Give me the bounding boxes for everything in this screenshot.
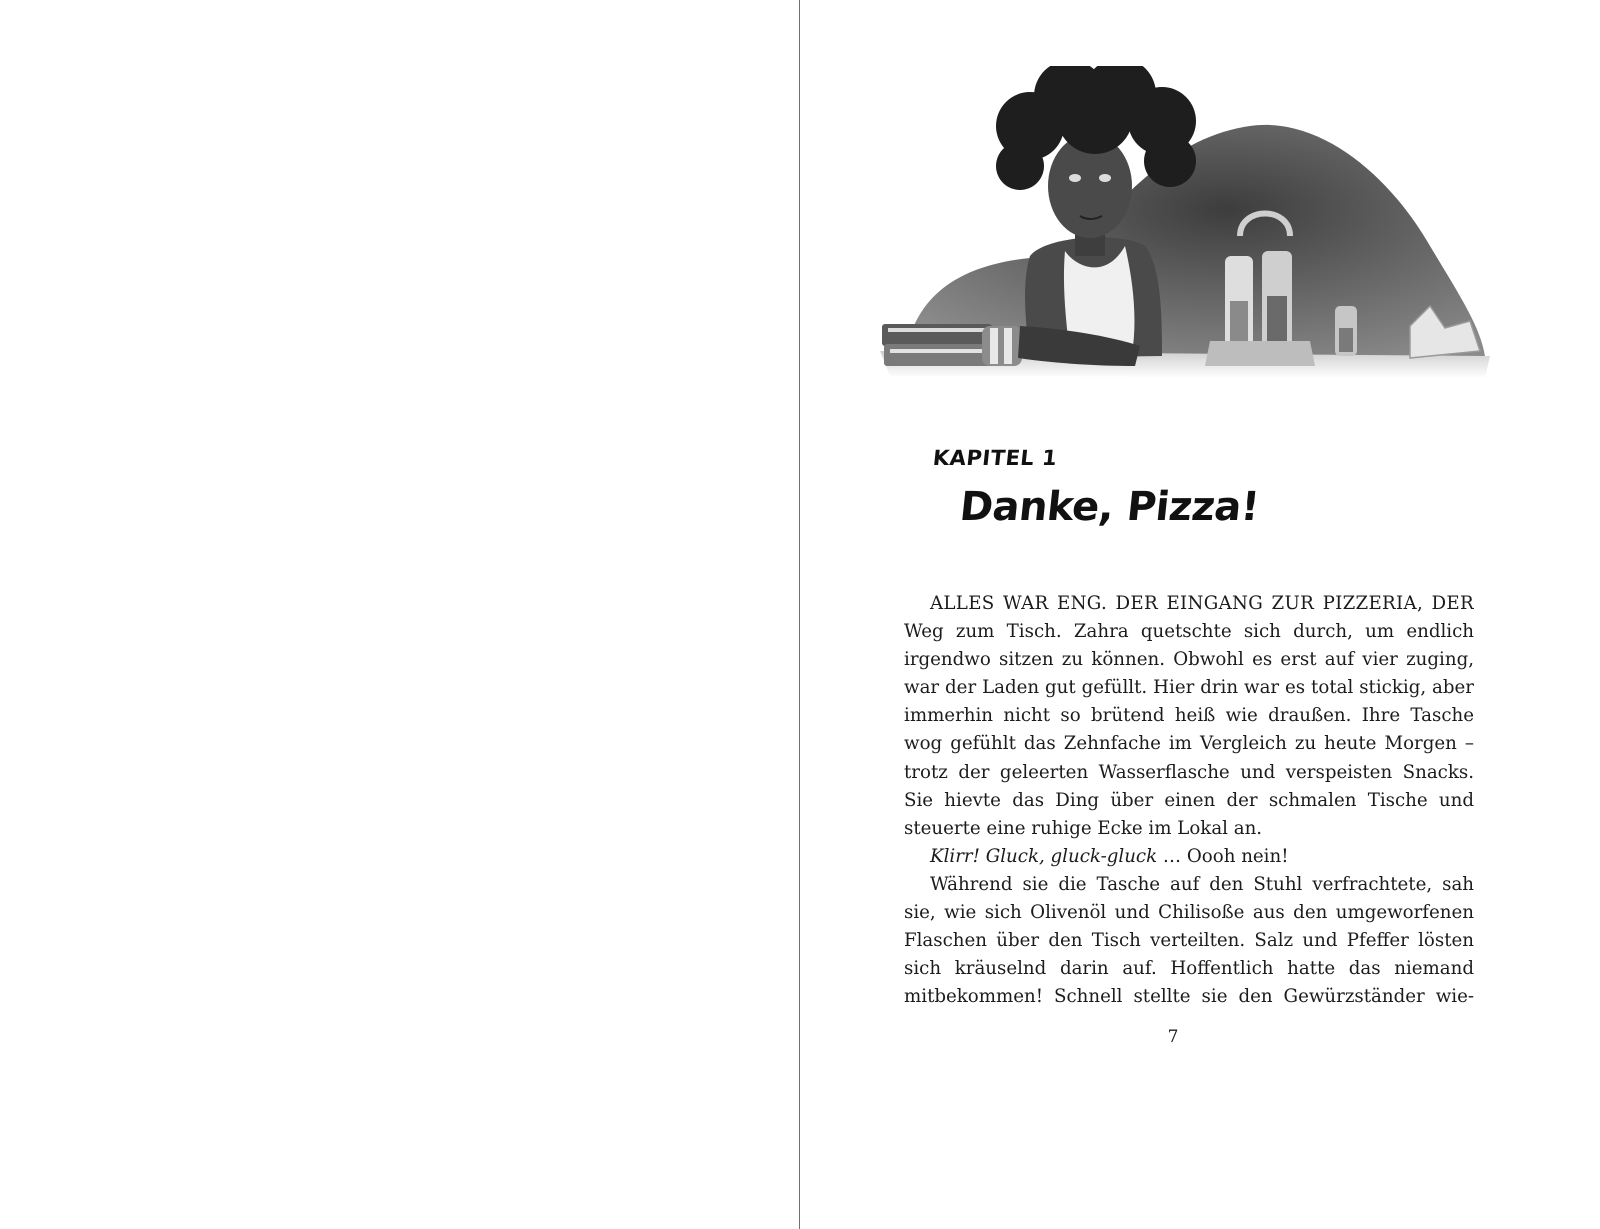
text-line: Sie hievte das Ding über einen der schmalen Tische und	[904, 789, 1474, 811]
interjection-line	[904, 843, 1474, 871]
girl-at-pizzeria-table-illustration	[870, 66, 1500, 406]
text-line: sich kräuselnd darin auf. Hoffentlich hatte das niemand	[904, 958, 1474, 980]
text-line: ALLES WAR ENG. DER EINGANG ZUR PIZZERIA, DER	[930, 593, 1474, 614]
page-number: 7	[1167, 1027, 1179, 1047]
right-page	[800, 0, 1600, 1229]
text-line: trotz der geleerten Wasserflasche und verspeisten Snacks.	[904, 761, 1474, 783]
text-line: steuerte eine ruhige Ecke im Lokal an.	[904, 817, 1263, 839]
text-line: immerhin nicht so brütend heiß wie draußen. Ihre Tasche	[904, 705, 1474, 727]
text-line: sie, wie sich Olivenöl und Chilisoße aus den umgeworfenen	[904, 902, 1474, 924]
interjection-rest: … Oooh nein!	[1162, 845, 1289, 867]
chapter-label: KAPITEL 1	[931, 446, 1059, 470]
text-line: irgendwo sitzen zu können. Obwohl es erst auf vier zuging,	[904, 649, 1474, 671]
text-line: mitbekommen! Schnell stellte sie den Gewürzständer wie-	[904, 986, 1474, 1008]
chapter-title: Danke, Pizza!	[957, 484, 1262, 530]
text-line: Während sie die Tasche auf den Stuhl verfrachtete, sah	[930, 873, 1474, 895]
chapter-body-text	[904, 590, 1474, 1011]
text-line: war der Laden gut gefüllt. Hier drin war es total stickig, aber	[904, 677, 1474, 699]
text-line: wog gefühlt das Zehnfache im Vergleich zu heute Morgen –	[904, 733, 1474, 755]
text-line: Flaschen über den Tisch verteilten. Salz und Pfeffer lösten	[904, 930, 1474, 952]
interjection-italic: Klirr! Gluck, gluck-gluck	[930, 845, 1158, 867]
text-line: Weg zum Tisch. Zahra quetschte sich durch, um endlich	[904, 621, 1474, 643]
